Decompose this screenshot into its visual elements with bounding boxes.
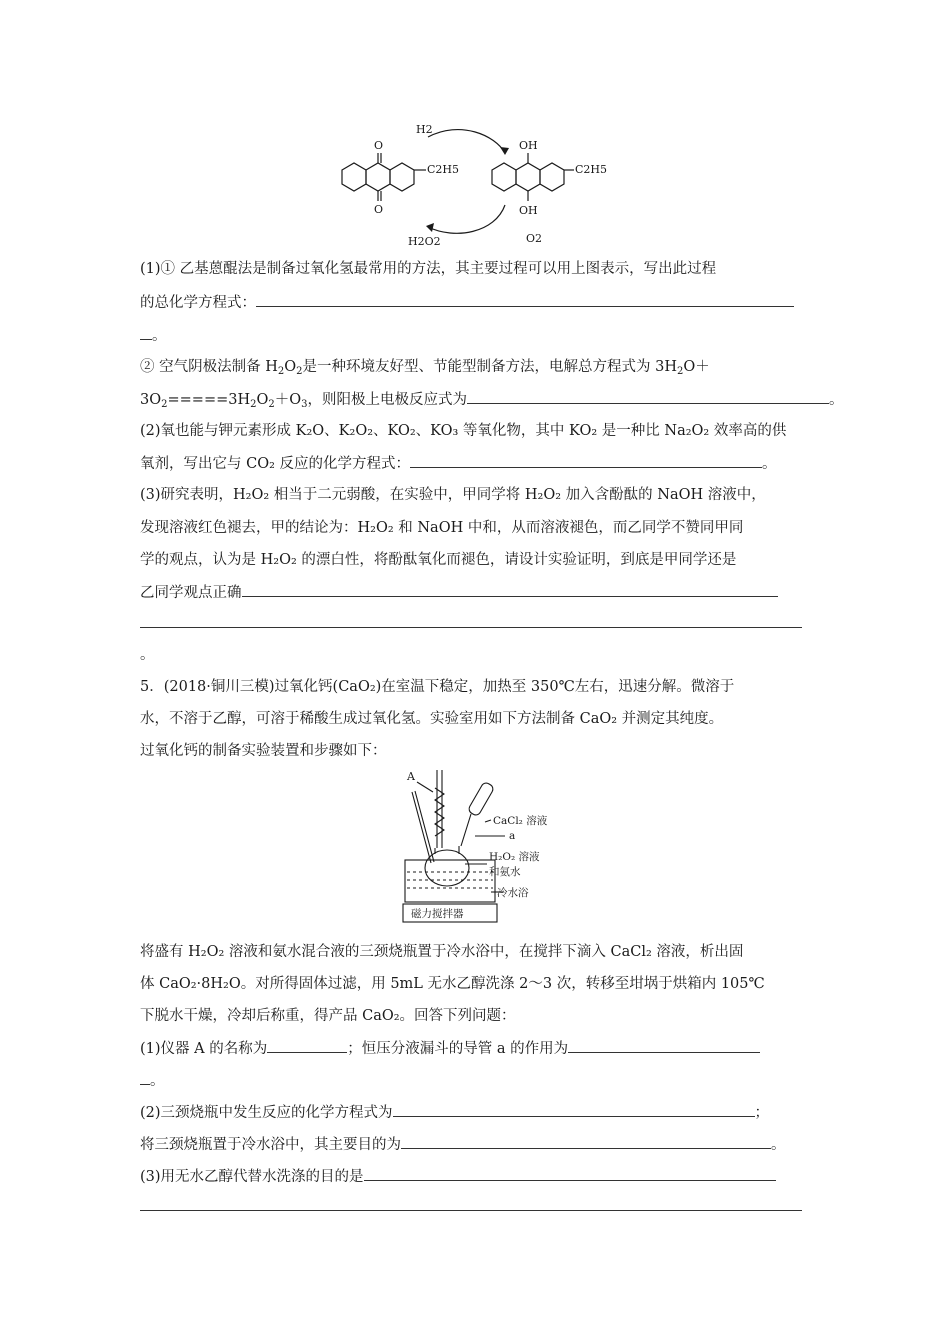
q5-sub1-name-blank[interactable] (267, 1038, 347, 1053)
q5-sub3-answer-blank[interactable] (364, 1166, 776, 1181)
q4-part1-line1: (1)① 乙基蒽醌法是制备过氧化氢最常用的方法，其主要过程可以用上图表示，写出此过程 (140, 261, 717, 277)
h2o2-label: H2O2 (408, 235, 441, 248)
tube-a-label: a (509, 830, 516, 842)
q5-body-line2: 体 CaO₂·8H₂O。对所得固体过滤，用 5mL 无水乙醇洗涤 2～3 次，转移至坩埚于烘箱内 105℃ (140, 976, 765, 992)
q4-part1-answer-blank[interactable] (256, 292, 794, 307)
q4-part4-line4: 乙同学观点正确 (140, 582, 778, 603)
h2o2-solution-label: H₂O₂ 溶液 (489, 851, 540, 863)
q4-part2-line2: $3O_2=====3H_2O_2+O_3$，则阳极上电极反应式为 。 (140, 389, 844, 410)
q4-part4-answer-rule[interactable] (140, 627, 802, 628)
ketone-o-top: O (374, 139, 384, 152)
q5-sub1-purpose-blank-tail[interactable] (140, 1070, 150, 1085)
o2-label: O2 (526, 232, 543, 245)
ketone-o-bottom: O (374, 203, 384, 216)
ethyl-right: C2H5 (575, 163, 608, 176)
apparatus-figure (395, 768, 575, 928)
q5-sub2-line1: (2)三颈烧瓶中发生反应的化学方程式为 ； (140, 1102, 769, 1123)
q4-part4-line2: 发现溶液红色褪去，甲的结论为：H₂O₂ 和 NaOH 中和，从而溶液褪色，而乙同学不赞同甲同 (140, 520, 744, 536)
cold-bath-label: 冷水浴 (497, 887, 529, 899)
q5-sub1-line1: (1)仪器 A 的名称为 ；恒压分液漏斗的导管 a 的作用为 (140, 1038, 760, 1059)
q5-sub3-line1: (3)用无水乙醇代替水洗涤的目的是 (140, 1166, 776, 1187)
q5-body-line1: 将盛有 H₂O₂ 溶液和氨水混合液的三颈烧瓶置于冷水浴中，在搅拌下滴入 CaCl₂ 溶液，析出固 (140, 944, 744, 960)
apparatus-label-a: A (407, 770, 415, 783)
q5-sub2-line2: 将三颈烧瓶置于冷水浴中，其主要目的为 。 (140, 1134, 786, 1155)
q4-part4-answer-blank[interactable] (242, 582, 778, 597)
q5-sub3-answer-rule[interactable] (140, 1210, 802, 1211)
q5-intro-line1: 5．(2018·铜川三模)过氧化钙(CaO₂)在室温下稳定，加热至 350℃左右，迅速分解。微溶于 (140, 679, 735, 695)
q5-intro-line2: 水，不溶于乙醇，可溶于稀酸生成过氧化氢。实验室用如下方法制备 CaO₂ 并测定其纯度。 (140, 711, 724, 727)
q4-part4-end: 。 (140, 647, 155, 663)
q4-part4-line1: (3)研究表明，H₂O₂ 相当于二元弱酸，在实验中，甲同学将 H₂O₂ 加入含酚酞的 NaOH 溶液中， (140, 487, 766, 503)
q4-part1-line3: 。 (140, 325, 167, 346)
q4-part1-line2 (140, 292, 794, 313)
q4-part2-answer-blank[interactable] (467, 389, 829, 404)
q4-part2-line1: ② 空气阴极法制备 $H_2O_2$是一种环境友好型、节能型制备方法，电解总方程式为 $3H_2O+$ (140, 359, 710, 377)
q4-part1-prompt: 的总化学方程式： (140, 295, 256, 311)
q4-part4-line3: 学的观点，认为是 H₂O₂ 的漂白性，将酚酞氧化而褪色，请设计实验证明，到底是甲同学还是 (140, 552, 737, 568)
q5-intro-line3: 过氧化钙的制备实验装置和步骤如下： (140, 743, 387, 759)
oh-top: OH (519, 139, 538, 152)
q4-part3-answer-blank[interactable] (410, 453, 762, 468)
ethyl-left: C2H5 (427, 163, 460, 176)
ammonia-label: 和氨水 (489, 866, 521, 878)
q5-sub1-line2: 。 (140, 1070, 165, 1091)
q5-sub2-equation-blank[interactable] (393, 1102, 755, 1117)
q4-part3-line2: 氧剂，写出它与 CO₂ 反应的化学方程式： 。 (140, 453, 777, 474)
oh-bottom: OH (519, 204, 538, 217)
stirrer-label: 磁力搅拌器 (411, 908, 464, 920)
q4-part1-answer-blank-tail[interactable] (140, 325, 152, 340)
cacl2-label: CaCl₂ 溶液 (493, 815, 548, 827)
q4-part3-line1: (2)氧也能与钾元素形成 K₂O、K₂O₂、KO₂、KO₃ 等氧化物，其中 KO₂ 是一种比 Na₂O₂ 效率高的供 (140, 423, 787, 439)
q5-sub1-purpose-blank[interactable] (568, 1038, 760, 1053)
h2-label: H2 (416, 123, 433, 136)
anthraquinone-cycle-figure (330, 115, 620, 255)
q5-sub2-purpose-blank[interactable] (401, 1134, 771, 1149)
q5-body-line3: 下脱水干燥，冷却后称重，得产品 CaO₂。回答下列问题： (140, 1008, 516, 1024)
